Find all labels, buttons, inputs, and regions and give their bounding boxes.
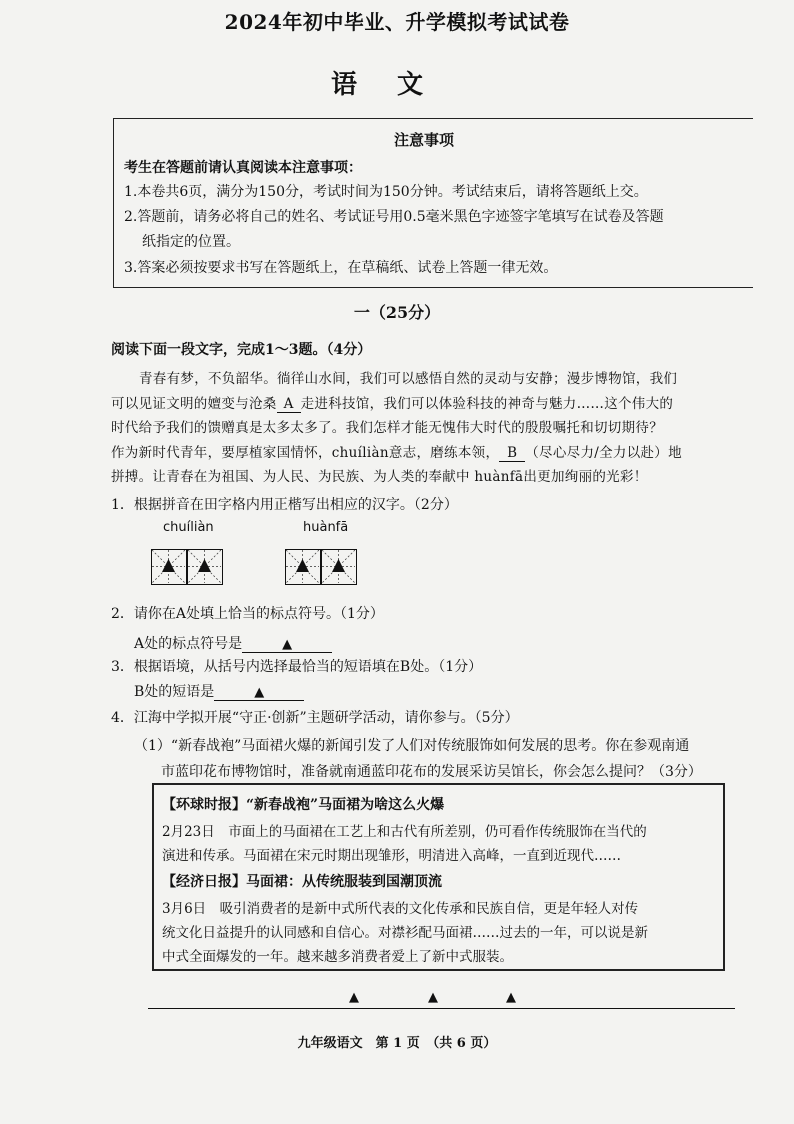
passage-line: 拼搏。让青春在为祖国、为人民、为民族、为人类的奉献中 huànfā出更加绚丽的光彩！ — [111, 469, 648, 485]
tian-grid-box[interactable] — [151, 549, 187, 585]
news-box — [152, 783, 725, 971]
part-heading: 一（25分） — [353, 303, 441, 322]
question-4-1-cont: 市蓝印花布博物馆时，准备就南通蓝印花布的发展采访吴馆长，你会怎么提问？（3分） — [161, 764, 702, 780]
news-text: 2月23日 市面上的马面裙在工艺上和古代有所差别，仍可看作传统服饰在当代的 — [162, 824, 647, 840]
blank-b: B — [499, 445, 525, 462]
answer-label: B处的短语是 — [134, 684, 215, 700]
answer-label: A处的标点符号是 — [134, 636, 243, 652]
pinyin-label: chuíliàn — [163, 520, 214, 535]
subject-title: 语文 — [330, 70, 463, 100]
notice-title: 注意事项 — [393, 131, 454, 149]
answer-mark: ▲ — [506, 990, 516, 1005]
answer-line-a — [134, 633, 332, 653]
passage-text: 走进科技馆，我们可以体验科技的神奇与魅力……这个伟大的 — [300, 396, 674, 412]
passage-line — [111, 392, 673, 413]
answer-line[interactable] — [148, 1008, 735, 1009]
news-text: 演进和传承。马面裙在宋元时期出现雏形，明清进入高峰，一直到近现代…… — [162, 848, 621, 864]
notice-line: 纸指定的位置。 — [142, 234, 240, 250]
answer-mark: ▲ — [428, 990, 438, 1005]
page-footer: 九年级语文 第 1 页 （共 6 页） — [297, 1036, 497, 1051]
passage-line: 青春有梦，不负韶华。徜徉山水间，我们可以感悟自然的灵动与安静；漫步博物馆，我们 — [139, 371, 678, 387]
news-text: 统文化日益提升的认同感和自信心。对襟衫配马面裙……过去的一年，可以说是新 — [162, 925, 648, 941]
passage-line — [111, 441, 682, 462]
tian-grid-box[interactable] — [187, 549, 223, 585]
answer-blank[interactable]: ▲ — [242, 637, 332, 653]
tian-grid-box[interactable] — [285, 549, 321, 585]
notice-line: 2.答题前，请务必将自己的姓名、考试证号用0.5毫米黑色字迹签字笔填写在试卷及答题 — [124, 209, 664, 225]
news-headline: 【经济日报】马面裙：从传统服装到国潮顶流 — [162, 874, 442, 890]
passage-text: 作为新时代青年，要厚植家国情怀，chuíliàn意志，磨练本领， — [111, 445, 500, 461]
question-1: 1．根据拼音在田字格内用正楷写出相应的汉字。（2分） — [111, 497, 458, 513]
passage-text: （尽心尽力/全力以赴）地 — [525, 445, 682, 461]
exam-title: 2024年初中毕业、升学模拟考试试卷 — [224, 10, 570, 34]
question-2: 2．请你在A处填上恰当的标点符号。（1分） — [111, 606, 384, 622]
notice-line: 1.本卷共6页，满分为150分，考试时间为150分钟。考试结束后，请将答题纸上交。 — [124, 184, 648, 200]
question-4: 4．江海中学拟开展“守正·创新”主题研学活动，请你参与。（5分） — [111, 710, 519, 726]
pinyin-label: huànfā — [303, 520, 349, 535]
notice-line: 考生在答题前请认真阅读本注意事项： — [124, 160, 362, 176]
blank-a: A — [277, 396, 301, 413]
tian-grid-box[interactable] — [321, 549, 357, 585]
answer-mark: ▲ — [349, 990, 359, 1005]
notice-box — [113, 118, 753, 288]
reading-intro: 阅读下面一段文字，完成1～3题。（4分） — [111, 342, 372, 358]
notice-line: 3.答案必须按要求书写在答题纸上，在草稿纸、试卷上答题一律无效。 — [124, 260, 558, 276]
answer-line-b — [134, 681, 304, 701]
news-text: 3月6日 吸引消费者的是新中式所代表的文化传承和民族自信，更是年轻人对传 — [162, 901, 639, 917]
news-text: 中式全面爆发的一年。越来越多消费者爱上了新中式服装。 — [162, 949, 513, 965]
passage-line: 时代给予我们的馈赠真是太多太多了。我们怎样才能无愧伟大时代的殷殷嘱托和切切期待？ — [111, 420, 663, 436]
question-4-1: （1）“新春战袍”马面裙火爆的新闻引发了人们对传统服饰如何发展的思考。你在参观南通 — [134, 738, 690, 754]
answer-blank[interactable]: ▲ — [214, 685, 304, 701]
question-3: 3．根据语境，从括号内选择最恰当的短语填在B处。（1分） — [111, 659, 483, 675]
passage-text: 可以见证文明的嬗变与沧桑 — [111, 396, 277, 412]
news-headline: 【环球时报】“新春战袍”马面裙为啥这么火爆 — [162, 797, 445, 813]
